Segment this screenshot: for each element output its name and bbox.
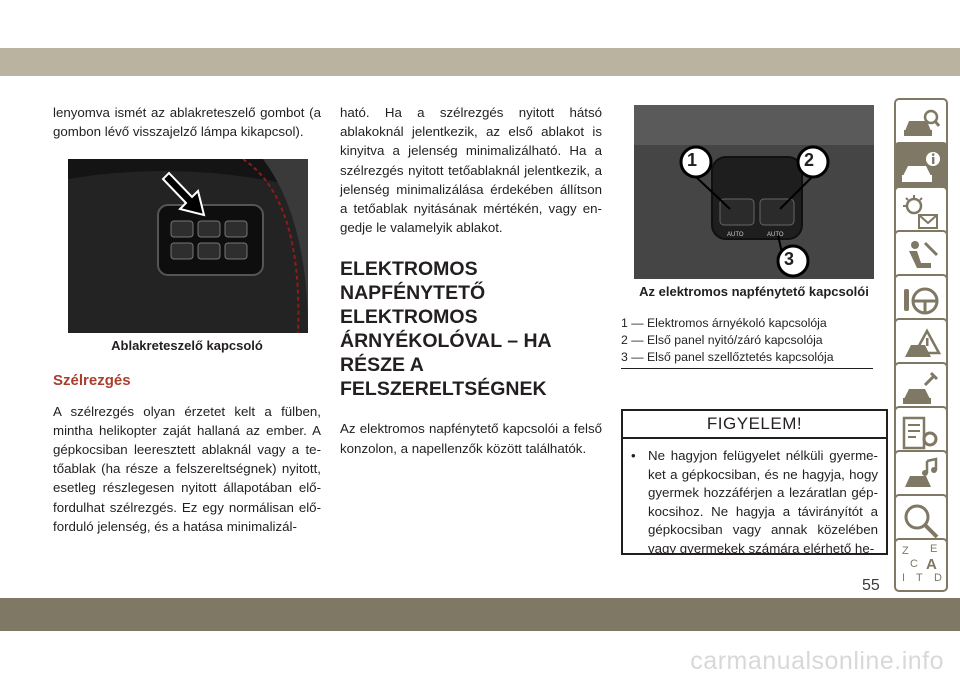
warning-light-message-icon <box>901 193 941 233</box>
callout-1: 1 <box>687 150 698 170</box>
steering-key-icon <box>901 281 941 321</box>
index-letter: D <box>934 572 942 584</box>
heading-line: FELSZERELTSÉGNEK <box>340 378 547 401</box>
index-search-icon <box>901 501 941 541</box>
callout-2: 2 <box>804 150 815 170</box>
index-letter: I <box>902 572 906 584</box>
heading-line: NAPFÉNYTETŐ <box>340 282 486 305</box>
car-search-icon <box>901 105 941 145</box>
page-number: 55 <box>862 577 880 594</box>
sunroof-switch-legend <box>621 315 873 369</box>
section-heading-sunroof <box>340 257 602 401</box>
car-service-tools-icon <box>901 369 941 409</box>
button-label-auto: AUTO <box>767 232 784 238</box>
callout-3: 3 <box>784 249 795 269</box>
index-letter: E <box>930 543 938 555</box>
sunroof-switches-illustration <box>634 105 874 279</box>
figure-caption-window-lock: Ablakreteszelő kapcsoló <box>111 338 263 354</box>
warning-title: FIGYELEM! <box>623 411 886 439</box>
wind-buffeting-continued-paragraph: ható. Ha a szélrezgés nyitott hátsó ablakoknál jelentkezik, az első ablakot is kinyitva a jelenség minimalizálható. Ha a szélrezgés nyitott tetőablaknál jelentkezik, a jelenség minimalizálása érdekében állítson a tetőablak nyitásának mértékén, vagy en-gedje le valamelyik ablakot. <box>340 105 602 236</box>
heading-line: ELEKTROMOS <box>340 306 478 329</box>
index-letter: Z <box>902 545 909 557</box>
tab-index[interactable] <box>894 538 948 592</box>
index-letter: T <box>916 572 923 584</box>
window-lock-switch-illustration <box>68 159 308 333</box>
legend-item: 1 — Elektromos árnyékoló kapcsolója <box>621 316 827 330</box>
sunroof-location-paragraph: Az elektromos napfénytető kapcsolói a felső konzolon, a napellenzők között találhatók. <box>340 421 602 456</box>
legend-item: 2 — Első panel nyitó/záró kapcsolója <box>621 333 823 347</box>
warning-body <box>623 439 886 555</box>
warning-box <box>621 409 888 555</box>
column-left <box>53 103 321 536</box>
header-band <box>0 48 960 76</box>
figure-caption-sunroof-switches: Az elektromos napfénytető kapcsolói <box>639 284 869 299</box>
button-label-auto: AUTO <box>727 232 744 238</box>
index-letter: C <box>910 558 918 570</box>
roadside-warning-icon <box>901 325 941 365</box>
column-middle <box>340 103 602 458</box>
warning-text: Ne hagyjon felügyelet nélküli gyerme-ket a gépkocsiban, és ne hagyja, hogy gyermek hozzáférjen a lezáratlan gép-kocsihoz. Ne hagyja a távirányítót a gépkocsiban vagy annak közelében vagy gyermekek számára elérhető he- <box>648 448 878 555</box>
heading-line: ELEKTROMOS <box>340 258 478 281</box>
heading-line: RÉSZE A <box>340 354 424 377</box>
watermark-text: carmanualsonline.info <box>690 647 944 675</box>
legend-item: 3 — Első panel szellőztetés kapcsolója <box>621 350 834 364</box>
window-lock-switch-photo <box>68 159 308 333</box>
multimedia-music-icon <box>901 457 941 497</box>
bullet-marker: • <box>631 448 636 463</box>
section-heading-wind-buffeting: Szélrezgés <box>53 372 131 390</box>
specs-gear-icon <box>901 413 941 453</box>
airbag-seat-icon <box>901 237 941 277</box>
car-info-icon <box>901 149 941 189</box>
wind-buffeting-paragraph: A szélrezgés olyan érzetet kelt a fülben, mintha helikopter zaját hallaná az ember. A gépkocsiban leeresztett ablaknál vagy a te-tőablak (ha része a felszereltségnek) nyitott, esetleg részlegesen nyitott állapotában elő-fordulhat szélrezgés. Ez egy normálisan elő-forduló jelenség, és a hatása minimalizál- <box>53 403 321 534</box>
index-letter: A <box>926 556 937 573</box>
intro-paragraph: lenyomva ismét az ablakreteszelő gombot (a gombon lévő visszajelző lámpa kikapcsol). <box>53 105 321 140</box>
column-right <box>621 105 886 369</box>
sunroof-switches-photo <box>634 105 874 279</box>
footer-band <box>0 598 960 631</box>
heading-line: ÁRNYÉKOLÓVAL – HA <box>340 330 552 353</box>
